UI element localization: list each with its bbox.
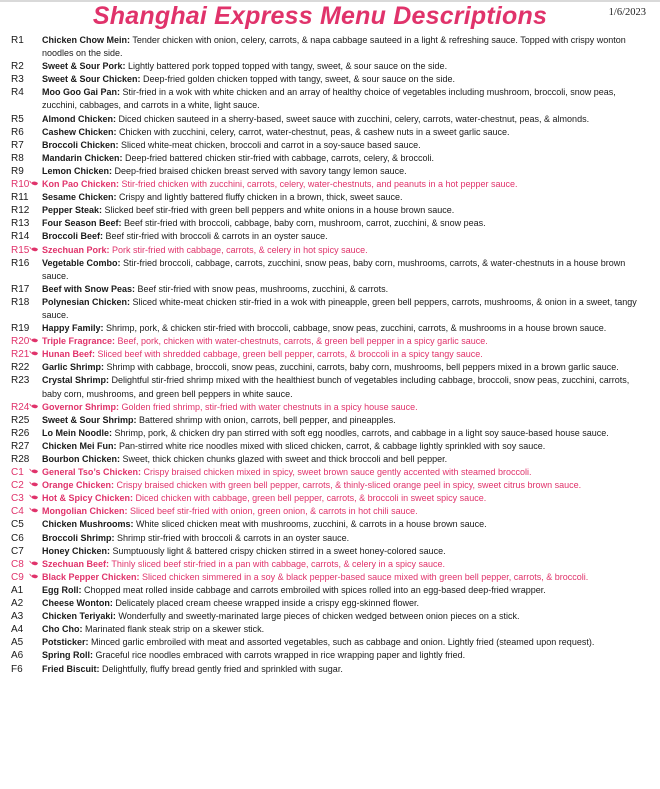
item-description: Sliced white-meat chicken, broccoli and carrot in a soy-sauce based sauce. [118, 139, 421, 150]
item-name: Vegetable Combo: [42, 257, 121, 268]
item-description: Delicately placed cream cheese wrapped inside a crispy egg-skinned flower. [112, 598, 420, 609]
item-description: Golden fried shrimp, stir-fried with water chestnuts in a spicy house sauce. [119, 401, 418, 412]
item-description: Pan-stirred white rice noodles mixed with sliced chicken, carrot, & cabbage lightly sprinkled with soy sauce. [116, 440, 546, 451]
menu-item-a6 [0, 649, 660, 662]
item-name: Black Pepper Chicken: [42, 571, 140, 582]
item-name: Happy Family: [42, 323, 104, 334]
item-description: Minced garlic embroiled with meat and assorted vegetables, such as cabbage and onion. Lightly fried (steamed upon request). [88, 637, 595, 648]
menu-item-r4 [0, 86, 660, 112]
menu-item-r24 [0, 401, 660, 414]
item-description: Delightfully, fluffy bread gently fried and sprinkled with sugar. [99, 663, 343, 674]
item-name: Sweet & Sour Shrimp: [42, 414, 137, 425]
item-name: Garlic Shrimp: [42, 362, 105, 373]
item-code [0, 113, 42, 126]
menu-item-r17 [0, 283, 660, 296]
item-description: Deep-fried battered chicken stir-fried with cabbage, carrots, celery, & broccoli. [122, 152, 434, 163]
item-code-text: C6 [11, 532, 24, 544]
item-code-text: R4 [11, 87, 24, 99]
item-body [42, 518, 642, 531]
item-code [0, 610, 42, 623]
item-body [42, 663, 642, 676]
pepper-icon [29, 337, 39, 345]
item-body [42, 191, 642, 204]
item-body [42, 636, 642, 649]
document-date: 1/6/2023 [608, 7, 646, 18]
item-code-text: R26 [11, 427, 30, 439]
item-body [42, 230, 642, 243]
item-description: Stir-fried in a wok with white chicken and an array of healthy choice of vegetables including mushroom, broccoli, snow peas, zucchini, cabbages, and carrots in a white, light sauce. [42, 87, 616, 111]
item-description: White sliced chicken meat with mushrooms, zucchini, & carrots in a house brown sauce. [133, 519, 487, 530]
item-code [0, 322, 42, 335]
item-name: Honey Chicken: [42, 545, 111, 556]
item-code [0, 453, 42, 466]
item-code [0, 427, 42, 440]
item-name: Szechuan Beef: [42, 558, 110, 569]
item-code-text: C8 [11, 558, 24, 570]
item-body [42, 34, 642, 60]
item-description: Sumptuously light & battered crispy chicken stirred in a sweet honey-colored sauce. [110, 545, 446, 556]
pepper-icon [29, 246, 39, 254]
pepper-icon [29, 507, 39, 515]
item-description: Shrimp, pork, & chicken stir-fried with broccoli, cabbage, snow peas, zucchini, carrots, & mushrooms in a house brown sauce. [103, 323, 607, 334]
item-code [0, 532, 42, 545]
menu-item-r27 [0, 440, 660, 453]
menu-item-r6 [0, 126, 660, 139]
item-code [0, 139, 42, 152]
item-code-text: R18 [11, 296, 30, 308]
item-code-text: R23 [11, 375, 30, 387]
item-code-text: R14 [11, 231, 30, 243]
item-name: Mandarin Chicken: [42, 152, 123, 163]
item-body [42, 257, 642, 283]
item-name: Cho Cho: [42, 624, 83, 635]
item-description: Crispy braised chicken with green bell pepper, carrots, & thinly-sliced orange peel in spicy, sweet citrus brown sauce. [114, 480, 582, 491]
item-code-text: R9 [11, 165, 24, 177]
item-description: Sliced beef stir-fried with onion, green onion, & carrots in hot chili sauce. [127, 506, 418, 517]
item-body [42, 545, 642, 558]
item-code-text: R10 [11, 179, 30, 191]
item-description: Delightful stir-fried shrimp mixed with the healthiest bunch of vegetables including cabbage, broccoli, snow peas, zucchini, carrots, baby corn, mushrooms, and green bell peppers in white sauce. [42, 375, 630, 399]
item-body [42, 322, 642, 335]
item-description: Slicked beef stir-fried with green bell peppers and white onions in a house brown sauce. [102, 205, 455, 216]
item-code-text: R12 [11, 205, 30, 217]
item-description: Pork stir-fried with cabbage, carrots, & celery in hot spicy sauce. [109, 244, 368, 255]
item-code [0, 466, 42, 479]
item-name: Lo Mein Noodle: [42, 427, 112, 438]
menu-item-r8 [0, 152, 660, 165]
item-name: Broccoli Shrimp: [42, 532, 115, 543]
item-code-text: R22 [11, 362, 30, 374]
item-description: Shrimp stir-fried with broccoli & carrots in an oyster sauce. [114, 532, 350, 543]
menu-item-r28 [0, 453, 660, 466]
item-code-text: R6 [11, 126, 24, 138]
menu-item-r14 [0, 230, 660, 243]
item-body [42, 244, 642, 257]
item-body [42, 335, 642, 348]
item-code-text: R7 [11, 139, 24, 151]
item-description: Sliced white-meat chicken stir-fried in a wok with pineapple, green bell peppers, carrots, mushrooms, & onion in a sweet, tangy sauce. [42, 296, 637, 320]
item-description: Stir-fried broccoli, cabbage, carrots, zucchini, snow peas, baby corn, mushrooms, carrots, & water-chestnuts in a house brown sauce. [42, 257, 626, 281]
item-name: Broccoli Beef: [42, 231, 104, 242]
item-code-text: R20 [11, 336, 30, 348]
menu-item-a2 [0, 597, 660, 610]
item-name: Sweet & Sour Chicken: [42, 74, 141, 85]
pepper-icon [29, 180, 39, 188]
item-code-text: A6 [11, 650, 24, 662]
item-body [42, 558, 642, 571]
item-description: Deep-fried braised chicken breast served with savory tangy lemon sauce. [112, 165, 407, 176]
item-body [42, 414, 642, 427]
item-body [42, 584, 642, 597]
menu-item-r5 [0, 113, 660, 126]
item-description: Shrimp, pork, & chicken dry pan stirred with soft egg noodles, carrots, and cabbage in a light soy sauce-based house sauce. [112, 427, 609, 438]
item-name: Chicken Mushrooms: [42, 519, 134, 530]
item-body [42, 401, 642, 414]
menu-item-c9 [0, 571, 660, 584]
menu-item-r2 [0, 60, 660, 73]
item-description: Chicken with zucchini, celery, carrot, water-chestnut, peas, & cashew nuts in a sweet garlic sauce. [116, 126, 510, 137]
item-name: Four Season Beef: [42, 218, 122, 229]
item-code [0, 230, 42, 243]
item-description: Stir-fried chicken with zucchini, carrots, celery, water-chestnuts, and peanuts in a hot pepper sauce. [119, 179, 518, 190]
item-code-text: R3 [11, 74, 24, 86]
menu-item-r7 [0, 139, 660, 152]
page-title: Shanghai Express Menu Descriptions [92, 2, 548, 30]
item-code [0, 374, 42, 400]
menu-item-r13 [0, 217, 660, 230]
menu-item-c3 [0, 492, 660, 505]
item-body [42, 126, 642, 139]
item-code-text: R21 [11, 349, 30, 361]
item-name: Crystal Shrimp: [42, 375, 110, 386]
menu-item-c5 [0, 518, 660, 531]
menu-item-r15 [0, 244, 660, 257]
item-name: Potsticker: [42, 637, 89, 648]
menu-item-c4 [0, 505, 660, 518]
item-description: Crispy braised chicken mixed in spicy, sweet brown sauce gently accented with steamed broccoli. [141, 467, 532, 478]
menu-item-r20 [0, 335, 660, 348]
menu-item-r21 [0, 348, 660, 361]
pepper-icon [29, 350, 39, 358]
item-code-text: C1 [11, 467, 24, 479]
item-code [0, 204, 42, 217]
item-name: Almond Chicken: [42, 113, 117, 124]
pepper-icon [29, 494, 39, 502]
item-code [0, 414, 42, 427]
item-code [0, 649, 42, 662]
item-code [0, 518, 42, 531]
item-body [42, 374, 642, 400]
item-body [42, 86, 642, 112]
item-body [42, 296, 642, 322]
item-code [0, 348, 42, 361]
menu-item-r1 [0, 34, 660, 60]
item-code-text: A2 [11, 598, 24, 610]
item-body [42, 139, 642, 152]
menu-item-r18 [0, 296, 660, 322]
menu-list [0, 34, 660, 676]
menu-item-r25 [0, 414, 660, 427]
item-code-text: C7 [11, 545, 24, 557]
menu-item-a1 [0, 584, 660, 597]
item-code-text: R16 [11, 257, 30, 269]
item-description: Wonderfully and sweetly-marinated large pieces of chicken wedged between onion pieces on a stick. [115, 611, 520, 622]
item-code-text: R8 [11, 152, 24, 164]
item-code-text: R25 [11, 414, 30, 426]
item-body [42, 204, 642, 217]
item-code [0, 623, 42, 636]
item-description: Crispy and lightly battered fluffy chicken in a brown, thick, sweet sauce. [116, 192, 403, 203]
item-name: Moo Goo Gai Pan: [42, 87, 120, 98]
menu-item-r22 [0, 361, 660, 374]
item-code-text: R13 [11, 218, 30, 230]
item-code-text: C9 [11, 571, 24, 583]
item-body [42, 610, 642, 623]
item-body [42, 283, 642, 296]
item-code [0, 492, 42, 505]
item-body [42, 217, 642, 230]
item-name: General Tso’s Chicken: [42, 467, 142, 478]
item-code [0, 505, 42, 518]
item-body [42, 649, 642, 662]
item-code [0, 440, 42, 453]
item-name: Mongolian Chicken: [42, 506, 128, 517]
item-name: Lemon Chicken: [42, 165, 113, 176]
menu-item-r23 [0, 374, 660, 400]
item-code-text: R28 [11, 454, 30, 465]
item-description: Sliced chicken simmered in a soy & black pepper-based sauce mixed with green bell pepper, carrots, & broccoli. [139, 571, 589, 582]
item-name: Fried Biscuit: [42, 663, 100, 674]
item-code-text: C3 [11, 493, 24, 505]
item-description: Diced chicken sauteed in a sherry-based, sweet sauce with zucchini, celery, carrots, water-chestnut, peas, & almonds. [116, 113, 590, 124]
item-code [0, 34, 42, 60]
item-body [42, 60, 642, 73]
item-body [42, 152, 642, 165]
item-code [0, 86, 42, 112]
item-code-text: A5 [11, 637, 24, 649]
item-description: Deep-fried golden chicken topped with tangy, sweet, & sour sauce on the side. [140, 74, 456, 85]
pepper-icon [29, 481, 39, 489]
item-body [42, 505, 642, 518]
item-code [0, 152, 42, 165]
item-description: Beef stir-fried with snow peas, mushrooms, zucchini, & carrots. [135, 283, 389, 294]
item-code-text: C4 [11, 506, 24, 518]
item-description: Lightly battered pork topped topped with tangy, sweet, & sour sauce on the side. [125, 61, 448, 72]
item-code [0, 571, 42, 584]
item-code [0, 663, 42, 676]
item-name: Sweet & Sour Pork: [42, 61, 126, 72]
item-body [42, 348, 642, 361]
item-body [42, 597, 642, 610]
item-body [42, 178, 642, 191]
item-code [0, 283, 42, 296]
item-name: Chicken Mei Fun: [42, 440, 117, 451]
item-description: Chopped meat rolled inside cabbage and carrots embroiled with spices rolled into an egg-based deep-fried wrapper. [81, 584, 546, 595]
item-name: Hot & Spicy Chicken: [42, 493, 134, 504]
item-description: Diced chicken with cabbage, green bell pepper, carrots, & broccoli in sweet spicy sauce. [133, 493, 487, 504]
item-code-text: R15 [11, 244, 30, 256]
item-name: Szechuan Pork: [42, 244, 110, 255]
item-body [42, 427, 642, 440]
item-code-text: R5 [11, 113, 24, 125]
menu-item-c6 [0, 532, 660, 545]
item-description: Beef stir-fried with broccoli, cabbage, baby corn, mushroom, carrot, zucchini, & snow peas. [121, 218, 486, 229]
item-code [0, 296, 42, 322]
item-body [42, 73, 642, 86]
item-description: Marinated flank steak strip on a skewer stick. [82, 624, 265, 635]
item-code [0, 178, 42, 191]
item-code [0, 479, 42, 492]
item-description: Sliced beef with shredded cabbage, green bell pepper, carrots, & broccoli in a spicy tangy sauce. [95, 349, 483, 360]
item-body [42, 440, 642, 453]
item-code [0, 257, 42, 283]
item-code [0, 545, 42, 558]
item-description: Sweet, thick chicken chunks glazed with sweet and thick broccoli and bell pepper. [120, 454, 448, 464]
item-code-text: A3 [11, 611, 24, 623]
pepper-icon [29, 573, 39, 581]
item-body [42, 623, 642, 636]
pepper-icon [29, 560, 39, 568]
item-code [0, 361, 42, 374]
item-code [0, 636, 42, 649]
item-code [0, 401, 42, 414]
item-name: Kon Pao Chicken: [42, 179, 120, 190]
item-name: Governor Shrimp: [42, 401, 120, 412]
menu-item-c1 [0, 466, 660, 479]
item-name: Triple Fragrance: [42, 336, 116, 347]
item-description: Beef, pork, chicken with water-chestnuts, carrots, & green bell pepper in a spicy garlic sauce. [115, 336, 488, 347]
item-code-text: R17 [11, 283, 30, 295]
item-name: Bourbon Chicken: [42, 454, 120, 464]
menu-item-c7 [0, 545, 660, 558]
item-code-text: R19 [11, 323, 30, 335]
item-code-text: C5 [11, 519, 24, 531]
item-name: Hunan Beef: [42, 349, 96, 360]
item-name: Sesame Chicken: [42, 192, 117, 203]
item-code-text: F6 [11, 663, 23, 675]
menu-item-r3 [0, 73, 660, 86]
item-code [0, 73, 42, 86]
item-body [42, 492, 642, 505]
item-name: Chicken Teriyaki: [42, 611, 116, 622]
item-description: Tender chicken with onion, celery, carrots, & napa cabbage sauteed in a light & refreshing sauce. Topped with crispy wonton noodles on the side. [42, 35, 626, 59]
item-code-text: R1 [11, 35, 24, 46]
item-code [0, 191, 42, 204]
menu-item-r12 [0, 204, 660, 217]
menu-item-c2 [0, 479, 660, 492]
menu-item-r16 [0, 257, 660, 283]
item-body [42, 453, 642, 466]
item-name: Beef with Snow Peas: [42, 283, 136, 294]
menu-item-r9 [0, 165, 660, 178]
item-description: Graceful rice noodles embraced with carrots wrapped in rice wrapping paper and lightly fried. [93, 650, 466, 661]
item-code [0, 244, 42, 257]
menu-item-a4 [0, 623, 660, 636]
item-code-text: A4 [11, 624, 24, 636]
menu-item-a3 [0, 610, 660, 623]
item-body [42, 165, 642, 178]
item-description: Thinly sliced beef stir-fried in a pan with cabbage, carrots, & celery in a spicy sauce. [109, 558, 446, 569]
item-name: Egg Roll: [42, 584, 82, 595]
item-body [42, 361, 642, 374]
item-description: Battered shrimp with onion, carrots, bell pepper, and pineapples. [136, 414, 396, 425]
item-name: Pepper Steak: [42, 205, 103, 216]
item-name: Orange Chicken: [42, 480, 115, 491]
item-body [42, 466, 642, 479]
pepper-icon [29, 403, 39, 411]
item-code-text: R27 [11, 440, 30, 452]
item-code [0, 217, 42, 230]
item-name: Polynesian Chicken: [42, 296, 131, 307]
item-code [0, 335, 42, 348]
menu-item-a5 [0, 636, 660, 649]
item-code-text: C2 [11, 480, 24, 492]
item-code-text: A1 [11, 584, 24, 596]
menu-item-f6 [0, 663, 660, 676]
menu-item-r10 [0, 178, 660, 191]
menu-item-r11 [0, 191, 660, 204]
item-body [42, 479, 642, 492]
pepper-icon [29, 468, 39, 476]
item-code-text: R11 [11, 192, 29, 204]
item-name: Cashew Chicken: [42, 126, 117, 137]
menu-item-r26 [0, 427, 660, 440]
item-code [0, 597, 42, 610]
item-code [0, 126, 42, 139]
item-body [42, 571, 642, 584]
menu-item-r19 [0, 322, 660, 335]
item-name: Cheese Wonton: [42, 598, 113, 609]
item-code [0, 60, 42, 73]
item-code [0, 584, 42, 597]
item-code-text: R24 [11, 401, 30, 413]
item-body [42, 532, 642, 545]
item-name: Broccoli Chicken: [42, 139, 119, 150]
item-name: Spring Roll: [42, 650, 93, 661]
item-code-text: R2 [11, 61, 24, 73]
item-body [42, 113, 642, 126]
item-description: Beef stir-fried with broccoli & carrots in an oyster sauce. [103, 231, 328, 242]
item-name: Chicken Chow Mein: [42, 35, 131, 45]
menu-item-c8 [0, 558, 660, 571]
item-code [0, 558, 42, 571]
item-description: Shrimp with cabbage, broccoli, snow peas, zucchini, carrots, baby corn, mushrooms, bell peppers mixed in a brown garlic sauce. [104, 362, 619, 373]
item-code [0, 165, 42, 178]
